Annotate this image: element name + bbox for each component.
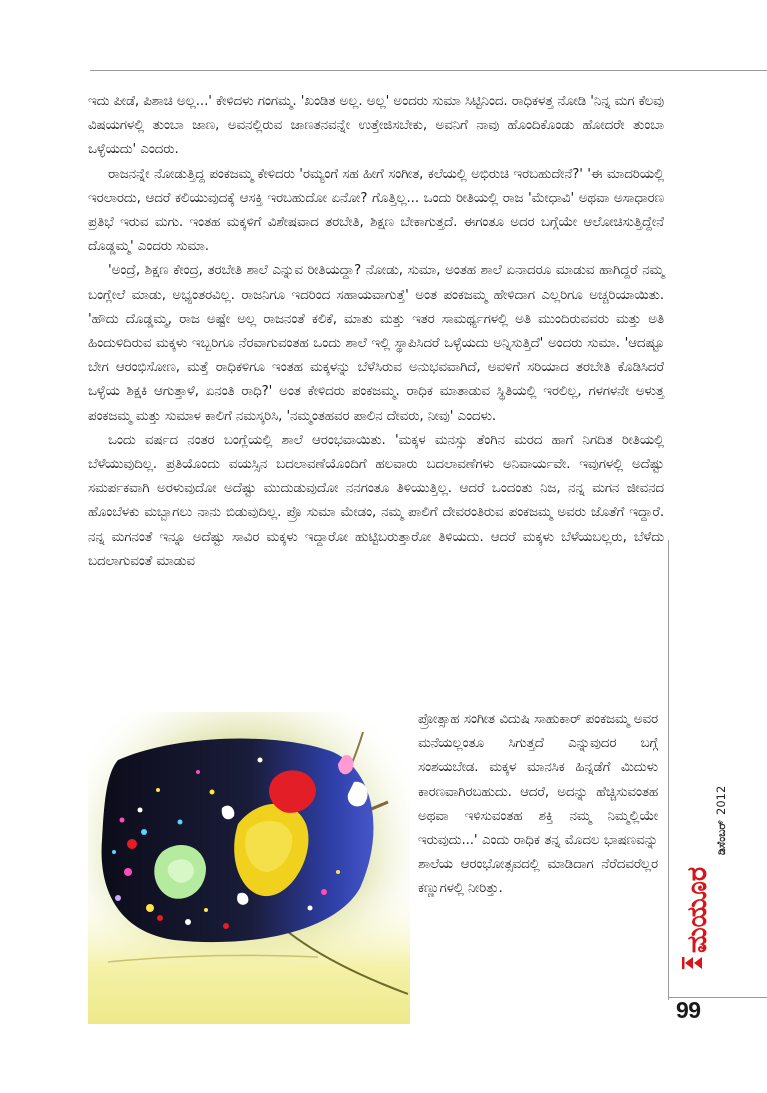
- wrapped-paragraph: ಪ್ರೋತ್ಸಾಹ ಸಂಗೀತ ವಿದುಷಿ ಸಾಹುಕಾರ್ ಪಂಕಜಮ್ಮ ಅವರ ಮನೆಯಲ್ಲಂತೂ ಸಿಗುತ್ತದೆ ಎನ್ನುವುದರ ಬಗ್ಗೆ ಸಂಶಯಬೇಡ. ಮಕ್ಕಳ ಮಾನಸಿಕ ಹಿನ್ನಡೆಗೆ ಮಿದುಳು ಕಾರಣವಾಗಿರಬಹುದು. ಆದರೆ, ಅದನ್ನು ಹೆಚ್ಚಿಸುವಂತಹ ಅಥವಾ ಇಳಿಸುವಂತಹ ಶಕ್ತಿ ನಮ್ಮ ನಿಮ್ಮಲ್ಲಿಯೇ ಇರುವುದು...' ಎಂದು ರಾಧಿಕ ತನ್ನ ಮೊದಲ ಭಾಷಣವನ್ನು ಶಾಲೆಯ ಆರಂಭೋತ್ಸವದಲ್ಲಿ ಮಾಡಿದಾಗ ನೆರೆದವರೆಲ್ಲರ ಕಣ್ಣುಗಳಲ್ಲಿ ನೀರಿತ್ತು.: [418, 712, 658, 897]
- masthead-title: ಮಯೂರ: [682, 866, 713, 953]
- paragraph-1: ಇದು ಪೀಡೆ, ಪಿಶಾಚಿ ಅಲ್ಲ...' ಕೇಳಿದಳು ಗಂಗಮ್ಮ. 'ಖಂಡಿತ ಅಲ್ಲ. ಅಲ್ಲ' ಅಂದರು ಸುಮಾ ಸಿಟ್ಟಿನಿಂದ. ರಾಧಿಕಳತ್ತ ನೋಡಿ 'ನಿನ್ನ ಮಗ ಕೆಲವು ವಿಷಯಗಳಲ್ಲಿ ತುಂಬಾ ಜಾಣ, ಅವನಲ್ಲಿರುವ ಜಾಣತನವನ್ನೇ ಉತ್ತೇಜಿಸಬೇಕು, ಅವನಿಗೆ ನಾವು ಹೊಂದಿಕೊಂಡು ಹೋದರೇ ತುಂಬಾ ಒಳ್ಳೆಯದು' ಎಂದರು.: [88, 94, 664, 158]
- article-body: [88, 90, 664, 574]
- paragraph-2: ರಾಜನನ್ನೇ ನೋಡುತ್ತಿದ್ದ ಪಂಕಜಮ್ಮ ಕೇಳಿದರು 'ರಮ್ಯಂಗೆ ಸಹ ಹೀಗೆ ಸಂಗೀತ, ಕಲೆಯಲ್ಲಿ ಅಭಿರುಚಿ ಇರಬಹುದೇನೆ?' 'ಈ ಮಾದರಿಯಲ್ಲಿ ಇರಲಾರದು, ಆದರೆ ಕಲಿಯುವುದಕ್ಕೆ ಆಸಕ್ತಿ ಇರಬಹುದೋ ಏನೋ? ಗೊತ್ತಿಲ್ಲ... ಒಂದು ರೀತಿಯಲ್ಲಿ ರಾಜ 'ಮೇಧಾವಿ' ಅಥವಾ ಅಸಾಧಾರಣ ಪ್ರತಿಭೆ ಇರುವ ಮಗು. ಇಂತಹ ಮಕ್ಕಳಿಗೆ ವಿಶೇಷವಾದ ತರಬೇತಿ, ಶಿಕ್ಷಣ ಬೇಕಾಗುತ್ತದೆ. ಈಗಂತೂ ಅದರ ಬಗ್ಗೆಯೇ ಆಲೋಚಿಸುತ್ತಿದ್ದೇನೆ ದೊಡ್ಡಮ್ಮ' ಎಂದರು ಸುಮಾ.: [88, 166, 664, 255]
- paragraph-3: 'ಅಂದ್ರೆ, ಶಿಕ್ಷಣ ಕೇಂದ್ರ, ತರಬೇತಿ ಶಾಲೆ ಎನ್ನುವ ರೀತಿಯದ್ದಾ? ನೋಡು, ಸುಮಾ, ಅಂತಹ ಶಾಲೆ ಏನಾದರೂ ಮಾಡುವ ಹಾಗಿದ್ದರೆ ನಮ್ಮ ಬಂಗ್ಲೇಲೆ ಮಾಡು, ಅಭ್ಯಂತರವಿಲ್ಲ. ರಾಜನಿಗೂ ಇದರಿಂದ ಸಹಾಯವಾಗುತ್ತೆ' ಅಂತ ಪಂಕಜಮ್ಮ ಹೇಳಿದಾಗ ಎಲ್ಲರಿಗೂ ಅಚ್ಚರಿಯಾಯಿತು. 'ಹೌದು ದೊಡ್ಡಮ್ಮ, ರಾಜ ಅಷ್ಟೇ ಅಲ್ಲ ರಾಜನಂತೆ ಕಲಿಕೆ, ಮಾತು ಮತ್ತು ಇತರ ಸಾಮರ್ಥ್ಯಗಳಲ್ಲಿ ಅತಿ ಮುಂದಿರುವವರು ಮತ್ತು ಅತಿ ಹಿಂದುಳಿದಿರುವ ಮಕ್ಕಳು ಇಬ್ಬರಿಗೂ ನೆರವಾಗುವಂತಹ ಒಂದು ಶಾಲೆ ಇಲ್ಲಿ ಸ್ಥಾಪಿಸಿದರೆ ಒಳ್ಳೆಯದು ಅನ್ನಿಸುತ್ತಿದೆ' ಅಂದರು ಸುಮಾ. 'ಆದಷ್ಟೂ ಬೇಗ ಆರಂಭಿಸೋಣ, ಮತ್ತೆ ರಾಧಿಕಳಿಗೂ ಇಂತಹ ಮಕ್ಕಳನ್ನು ಬೆಳೆಸಿರುವ ಅನುಭವವಾಗಿದೆ, ಅವಳಿಗೆ ಸರಿಯಾದ ತರಬೇತಿ ಕೊಡಿಸಿದರೆ ಒಳ್ಳೆಯ ಶಿಕ್ಷಕಿ ಆಗುತ್ತಾಳೆ, ಏನಂತಿ ರಾಧಿ?' ಅಂತ ಕೇಳಿದರು ಪಂಕಜಮ್ಮ. ರಾಧಿಕ ಮಾತಾಡುವ ಸ್ಥಿತಿಯಲ್ಲಿ ಇರಲಿಲ್ಲ, ಗಳಗಳನೇ ಅಳುತ್ತ ಪಂಕಜಮ್ಮ ಮತ್ತು ಸುಮಾಳ ಕಾಲಿಗೆ ನಮಸ್ಕರಿಸಿ, 'ನಮ್ಮಂತಹವರ ಪಾಲಿನ ದೇವರು, ನೀವು' ಎಂದಳು.: [88, 263, 664, 424]
- masthead-year: 2012: [714, 785, 728, 815]
- magazine-masthead: [678, 775, 728, 975]
- rewind-icon: [682, 956, 704, 970]
- masthead-month: ಡಿಸೆಂಬರ್: [715, 820, 728, 855]
- paragraph-4: ಒಂದು ವರ್ಷದ ನಂತರ ಬಂಗ್ಲೆಯಲ್ಲಿ ಶಾಲೆ ಆರಂಭವಾಯಿತು. 'ಮಕ್ಕಳ ಮನಸ್ಸು ತೆಂಗಿನ ಮರದ ಹಾಗೆ ನಿಗದಿತ ರೀತಿಯಲ್ಲಿ ಬೆಳೆಯುವುದಿಲ್ಲ. ಪ್ರತಿಯೊಂದು ವಯಸ್ಸಿನ ಬದಲಾವಣೆಯೊಂದಿಗೆ ಹಲವಾರು ಬದಲಾವಣೆಗಳು ಅನಿವಾರ್ಯವೇ. ಇವುಗಳಲ್ಲಿ ಅದೆಷ್ಟು ಸಮರ್ಪಕವಾಗಿ ಅರಳುವುದೋ ಅದೆಷ್ಟು ಮುದುಡುವುದೋ ನನಗಂತೂ ತಿಳಿಯುತ್ತಿಲ್ಲ. ಆದರೆ ಒಂದಂತು ನಿಜ, ನನ್ನ ಮಗನ ಜೀವನದ ಹೊಂಬೆಳಕು ಮಬ್ಬಾಗಲು ನಾನು ಬಿಡುವುದಿಲ್ಲ. ಪ್ರೊ ಸುಮಾ ಮೇಡಂ, ನಮ್ಮ ಪಾಲಿಗೆ ದೇವರಂತಿರುವ ಪಂಕಜಮ್ಮ ಅವರು ಜೊತೆಗೆ ಇದ್ದಾರೆ. ನನ್ನ ಮಗನಂತೆ ಇನ್ನೂ ಅದೆಷ್ಟು ಸಾವಿರ ಮಕ್ಕಳು ಇದ್ದಾರೋ ಹುಟ್ಟಿಬರುತ್ತಾರೋ ತಿಳಿಯದು. ಆದರೆ ಮಕ್ಕಳು ಬೆಳೆಯಬಲ್ಲರು, ಬೆಳೆದು ಬದಲಾಗುವಂತೆ ಮಾಡುವ: [88, 432, 664, 569]
- side-rule: [668, 540, 669, 1000]
- paint-splatter-illustration: [88, 712, 410, 1024]
- top-rule: [90, 70, 767, 71]
- page-number: 99: [676, 997, 701, 1023]
